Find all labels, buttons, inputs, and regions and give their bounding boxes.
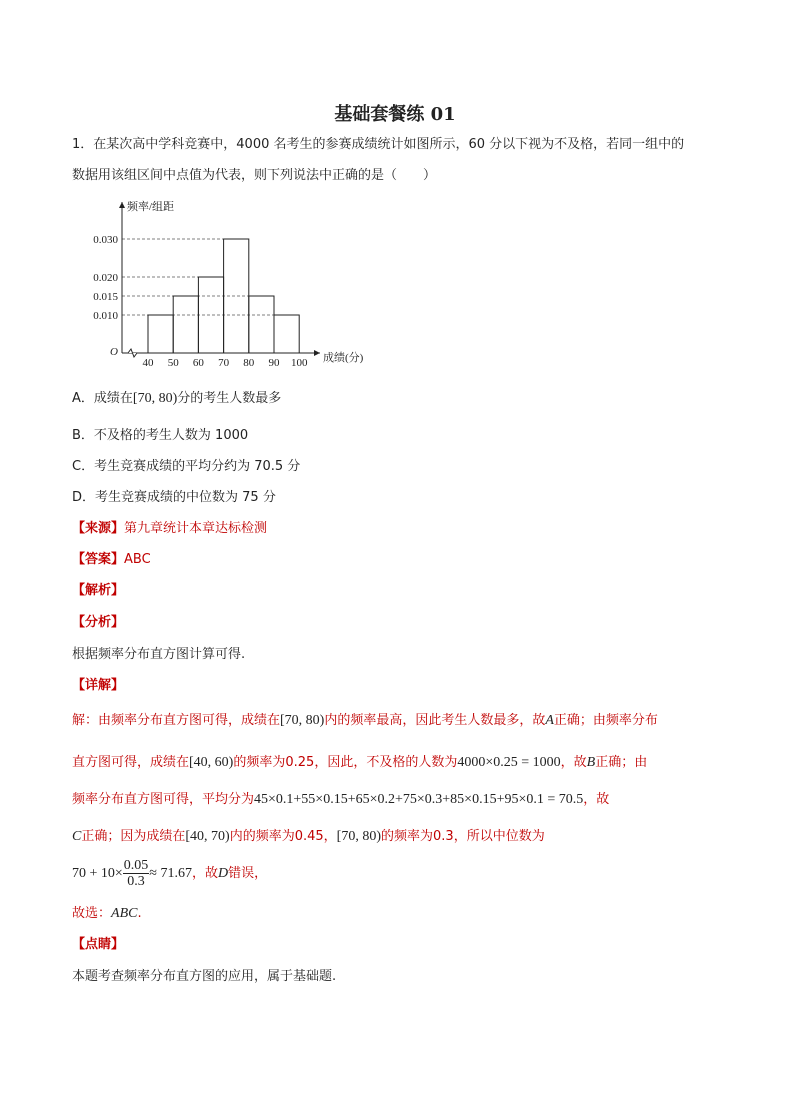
- detail-text: 直方图可得，成绩在: [72, 755, 190, 770]
- detail-line-6: [72, 906, 142, 922]
- y-tick-label: 0.020: [93, 272, 118, 284]
- detail-line-1: [72, 713, 658, 729]
- source-text: 第九章统计本章达标检测: [124, 521, 268, 536]
- value: 0.3: [433, 829, 454, 844]
- x-tick-label: 80: [243, 357, 255, 369]
- x-axis-arrow: [314, 350, 320, 356]
- answer-line: [72, 552, 151, 568]
- expr: 4000×0.25 = 1000: [457, 755, 561, 770]
- var: C: [72, 829, 82, 844]
- answer-text: ABC: [124, 552, 151, 567]
- detail-text: ，所以中位数为: [453, 829, 545, 844]
- x-tick-label: 60: [192, 357, 204, 369]
- y-tick-label: 0.015: [93, 291, 118, 303]
- detail-text: 内的频率为: [229, 829, 295, 844]
- x-tick-label: 40: [142, 357, 154, 369]
- histogram-bar: [148, 315, 173, 353]
- detail-text: 内的频率最高，因此考生人数最多，故: [324, 713, 546, 728]
- detail-text: ，因此，不及格的人数为: [314, 755, 458, 770]
- detail-line-5: [72, 858, 267, 889]
- detail-text: 故选：: [72, 906, 112, 921]
- detail-text: ，故: [560, 755, 587, 770]
- interval: [40, 60): [189, 755, 234, 770]
- detail-text: 解：由频率分布直方图可得，成绩在: [72, 713, 281, 728]
- histogram-bar: [274, 315, 299, 353]
- detail-line-2: [72, 755, 647, 771]
- option-a-interval: [70, 80): [132, 391, 178, 406]
- option-d: D．考生竞赛成绩的中位数为 75 分: [72, 490, 276, 505]
- page-title: 基础套餐练 01: [334, 104, 456, 125]
- detail-text: 的频率为: [233, 755, 286, 770]
- question-line-2: 数据用该组区间中点值为代表，则下列说法中正确的是（ ）: [72, 168, 437, 183]
- answer-tag: 【答案】: [72, 552, 125, 567]
- y-axis-label: 频率/组距: [127, 201, 175, 213]
- detail-text: 正确；由: [595, 755, 648, 770]
- option-a: [72, 391, 281, 407]
- detail-text: 的频率为: [381, 829, 434, 844]
- frequency-histogram: [93, 196, 390, 369]
- source-tag: 【来源】: [72, 521, 125, 536]
- interval: [70, 80): [280, 713, 325, 728]
- fenxi-text: 根据频率分布直方图计算可得.: [72, 647, 246, 662]
- x-tick-label: 100: [290, 357, 308, 369]
- var: B: [586, 755, 596, 770]
- detail-text: ，故: [191, 866, 218, 881]
- y-axis-arrow: [119, 202, 125, 208]
- source-line: [72, 521, 267, 537]
- question-line-1: 1．在某次高中学科竞赛中，4000 名考生的参赛成绩统计如图所示，60 分以下视为不及格，若同一组中的: [72, 137, 685, 152]
- fraction: [123, 858, 150, 889]
- analysis-tag: 【解析】: [72, 583, 125, 598]
- interval: [40, 70): [185, 829, 230, 844]
- var: A: [545, 713, 554, 728]
- detail-text: ，故: [583, 792, 610, 807]
- y-tick-label: 0.030: [93, 234, 118, 246]
- value: 0.45: [294, 829, 324, 844]
- denominator: 0.3: [127, 874, 145, 889]
- answer-letters: ABC: [111, 906, 138, 921]
- expr: ≈ 71.67: [149, 866, 192, 881]
- dianjing-tag: 【点睛】: [72, 937, 125, 952]
- detail-text: .: [137, 906, 142, 921]
- x-tick-label: 50: [167, 357, 179, 369]
- histogram-bar: [249, 296, 274, 353]
- numerator: 0.05: [123, 858, 149, 873]
- histogram-bar: [173, 296, 198, 353]
- dianjing-text: 本题考查频率分布直方图的应用，属于基础题.: [72, 969, 337, 984]
- detail-line-4: [72, 829, 545, 845]
- expr: 70 + 10×: [72, 866, 123, 881]
- chart-layer: [93, 199, 363, 369]
- detail-text: ，: [323, 829, 337, 844]
- detail-text: 正确；由频率分布: [553, 713, 658, 728]
- detail-text: 错误，: [228, 866, 268, 881]
- expr: 45×0.1+55×0.15+65×0.2+75×0.3+85×0.15+95×0.1 = 70.5: [254, 792, 584, 807]
- interval: [70, 80): [336, 829, 381, 844]
- option-b: B．不及格的考生人数为 1000: [72, 428, 249, 443]
- detail-text: 频率分布直方图可得，平均分为: [72, 792, 255, 807]
- option-a-prefix: A．成绩在: [72, 391, 133, 406]
- fenxi-tag: 【分析】: [72, 615, 125, 630]
- detail-line-3: [72, 792, 609, 808]
- var: D: [218, 866, 229, 881]
- option-c: C．考生竞赛成绩的平均分约为 70.5 分: [72, 459, 301, 474]
- detail-text: 正确；因为成绩在: [81, 829, 186, 844]
- axis-break: [128, 349, 137, 357]
- x-tick-label: 70: [218, 357, 230, 369]
- origin-label: O: [110, 346, 118, 358]
- x-axis-label: 成绩(分): [323, 352, 364, 364]
- detail-tag: 【详解】: [72, 678, 125, 693]
- option-a-suffix: 分的考生人数最多: [177, 391, 282, 406]
- x-tick-label: 90: [268, 357, 280, 369]
- value: 0.25: [285, 755, 315, 770]
- y-tick-label: 0.010: [93, 310, 118, 322]
